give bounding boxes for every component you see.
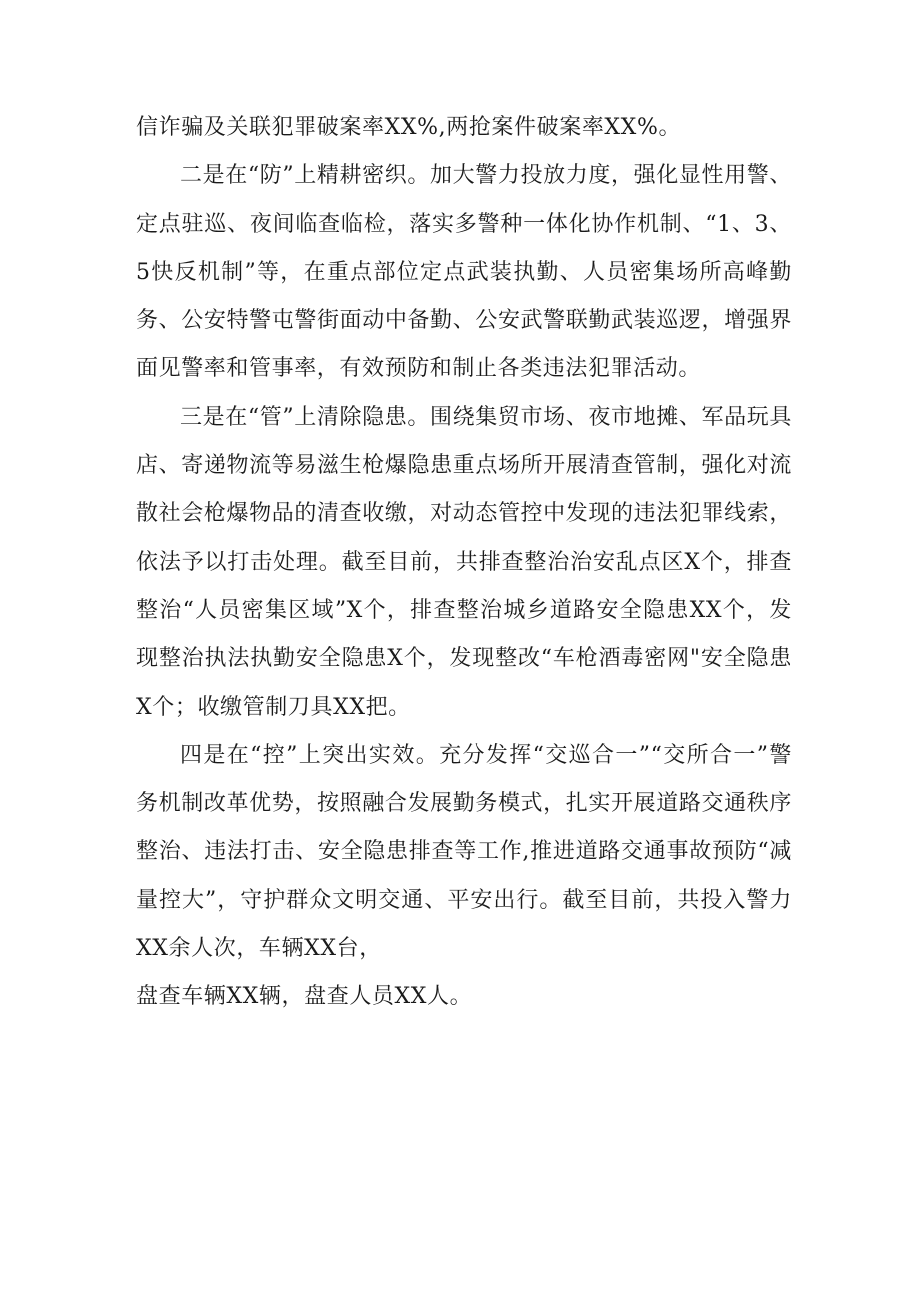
paragraph-kong: 四是在“控”上突出实效。充分发挥“交巡合一”“交所合一”警务机制改革优势，按照融合发展勤务模式，扎实开展道路交通秩序整治、违法打击、安全隐患排查等工作,推进道路交通事故预防“减量控大”，守护群众文明交通、平安出行。截至目前，共投入警力XX余人次，车辆XX台， [136,742,792,962]
document-body [136,104,792,1022]
paragraph-tail: 盘查车辆XX辆，盘查人员XX人。 [136,984,473,1010]
paragraph-fang: 二是在“防”上精耕密织。加大警力投放力度，强化显性用警、定点驻巡、夜间临查临检，落实多警种一体化协作机制、“1、3、5快反机制”等，在重点部位定点武装执勤、人员密集场所高峰勤务、公安特警屯警街面动中备勤、公安武警联勤武装巡逻，增强界面见警率和管事率，有效预防和制止各类违法犯罪活动。 [136,163,792,382]
paragraph-guan: 三是在“管”上清除隐患。围绕集贸市场、夜市地摊、军品玩具店、寄递物流等易滋生枪爆隐患重点场所开展清查管制，强化对流散社会枪爆物品的清查收缴，对动态管控中发现的违法犯罪线索，依法予以打击处理。截至目前，共排查整治治安乱点区X个，排查整治“人员密集区域”X个，排查整治城乡道路安全隐患XX个，发现整治执法执勤安全隐患X个，发现整改“车枪酒毒密网"安全隐患X个；收缴管制刀具XX把。 [136,404,792,720]
paragraph-continuation: 信诈骗及关联犯罪破案率XX%,两抢案件破案率XX%。 [136,115,682,140]
